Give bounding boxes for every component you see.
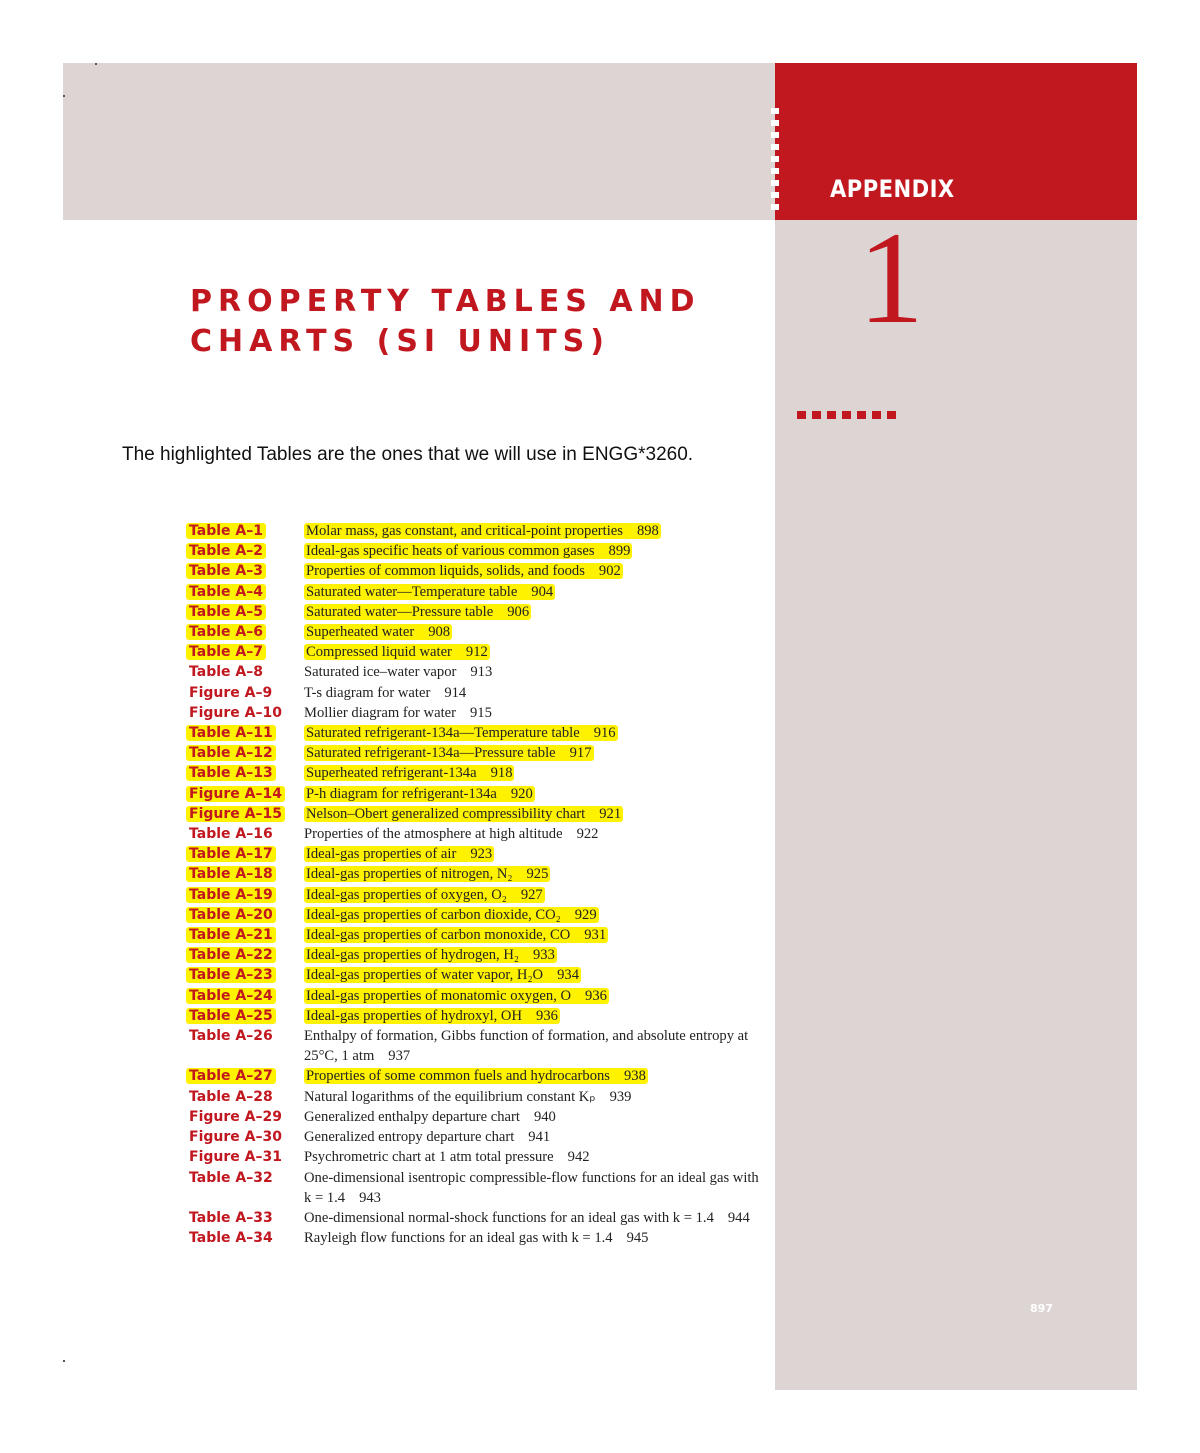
contents-entry xyxy=(186,1147,759,1167)
entry-label: Table A–16 xyxy=(189,826,273,843)
entry-label: Table A–6 xyxy=(186,624,266,640)
entry-description: Ideal-gas properties of carbon monoxide, CO xyxy=(306,927,571,944)
entry-page: 925 xyxy=(526,866,549,883)
entry-label: Figure A–29 xyxy=(189,1108,282,1125)
entry-description: Mollier diagram for water xyxy=(304,704,456,721)
title-line-1: PROPERTY TABLES AND xyxy=(190,284,701,319)
header-band xyxy=(63,63,775,220)
entry-description: One-dimensional normal-shock functions for an ideal gas with k = 1.4 xyxy=(304,1209,714,1226)
entry-label: Table A–1 xyxy=(186,523,266,539)
crop-mark xyxy=(63,95,65,97)
entry-page: 941 xyxy=(528,1129,551,1146)
entry-description: Ideal-gas properties of hydroxyl, OH xyxy=(306,1007,523,1024)
contents-entry xyxy=(186,864,759,884)
entry-label: Figure A–10 xyxy=(189,704,282,721)
entry-label: Table A–2 xyxy=(186,543,266,559)
contents-entry xyxy=(186,561,759,581)
entry-label: Table A–7 xyxy=(186,644,266,660)
contents-entry xyxy=(186,844,759,864)
entry-description: Saturated refrigerant-134a—Pressure table xyxy=(306,745,556,762)
entry-page: 918 xyxy=(490,765,513,782)
entry-page: 929 xyxy=(574,906,597,923)
crop-mark xyxy=(63,1360,65,1362)
entry-label: Table A–27 xyxy=(186,1068,276,1084)
entry-label: Table A–18 xyxy=(186,866,276,882)
contents-entry xyxy=(186,743,759,763)
entry-label: Table A–20 xyxy=(186,907,276,923)
entry-page: 904 xyxy=(531,583,554,600)
entry-label: Table A–24 xyxy=(186,988,276,1004)
entry-page: 938 xyxy=(623,1068,646,1085)
entry-label: Table A–21 xyxy=(186,927,276,943)
entry-page: 906 xyxy=(507,603,530,620)
entry-page: 939 xyxy=(609,1088,632,1105)
page-number: 897 xyxy=(1030,1302,1053,1315)
entry-description: Properties of common liquids, solids, and foods xyxy=(306,563,585,580)
contents-entry xyxy=(186,683,759,703)
entry-label: Table A–33 xyxy=(189,1209,273,1226)
entry-page: 898 xyxy=(636,523,659,539)
entry-label: Table A–26 xyxy=(189,1028,273,1045)
entry-label: Table A–4 xyxy=(186,584,266,600)
entry-label: Table A–17 xyxy=(186,846,276,862)
entry-label: Figure A–15 xyxy=(186,806,285,822)
contents-entry xyxy=(186,642,759,662)
contents-entry xyxy=(186,723,759,743)
entry-label: Figure A–14 xyxy=(186,786,285,802)
entry-description: Ideal-gas specific heats of various common gases xyxy=(306,543,595,560)
entry-label: Table A–19 xyxy=(186,887,276,903)
contents-entry xyxy=(186,986,759,1006)
entry-label: Table A–32 xyxy=(189,1169,273,1186)
contents-entry xyxy=(186,1208,759,1228)
contents-entry xyxy=(186,582,759,602)
entry-description: One-dimensional isentropic compressible-flow functions for an ideal gas with k = 1.4 xyxy=(304,1169,759,1206)
title-line-2: CHARTS (SI UNITS) xyxy=(190,324,610,359)
entry-page: 921 xyxy=(599,805,622,822)
entry-label: Table A–12 xyxy=(186,745,276,761)
entry-label: Figure A–31 xyxy=(189,1149,282,1166)
contents-entry xyxy=(186,1006,759,1026)
entry-description: Enthalpy of formation, Gibbs function of formation, and absolute entropy at 25°C, 1 atm xyxy=(304,1028,749,1065)
entry-page: 917 xyxy=(569,745,592,762)
contents-entry xyxy=(186,1127,759,1147)
side-column xyxy=(775,220,1137,1390)
entry-description: Nelson–Obert generalized compressibility chart xyxy=(306,805,586,822)
entry-page: 912 xyxy=(465,644,488,661)
entry-page: 920 xyxy=(510,785,533,802)
entry-description: Saturated ice–water vapor xyxy=(304,664,457,681)
contents-entry xyxy=(186,905,759,925)
entry-description: Saturated water—Temperature table xyxy=(306,583,518,600)
contents-entry xyxy=(186,1026,759,1066)
entry-page: 937 xyxy=(388,1048,411,1065)
entry-description: Ideal-gas properties of water vapor, H₂O xyxy=(306,967,544,984)
contents-entry xyxy=(186,622,759,642)
entry-label: Table A–13 xyxy=(186,765,276,781)
entry-page: 923 xyxy=(470,846,493,863)
entry-description: Natural logarithms of the equilibrium constant Kₚ xyxy=(304,1088,596,1105)
entry-description: Rayleigh flow functions for an ideal gas with k = 1.4 xyxy=(304,1230,613,1247)
entry-page: 934 xyxy=(557,967,579,984)
contents-entry xyxy=(186,925,759,945)
contents-entry xyxy=(186,1228,759,1248)
entry-description: Ideal-gas properties of oxygen, O₂ xyxy=(306,886,507,903)
entry-page: 933 xyxy=(532,947,555,964)
entry-description: Generalized entropy departure chart xyxy=(304,1129,515,1146)
entry-label: Table A–23 xyxy=(186,967,276,983)
entry-page: 922 xyxy=(576,826,599,843)
entry-page: 940 xyxy=(533,1108,556,1125)
contents-entry xyxy=(186,804,759,824)
entry-page: 945 xyxy=(626,1230,649,1247)
entry-description: Ideal-gas properties of carbon dioxide, CO₂ xyxy=(306,906,561,923)
entry-page: 927 xyxy=(520,886,543,903)
entry-description: Properties of some common fuels and hydrocarbons xyxy=(306,1068,610,1085)
entry-page: 943 xyxy=(359,1189,381,1206)
entry-label: Table A–11 xyxy=(186,725,276,741)
entry-page: 914 xyxy=(444,684,467,701)
entry-page: 936 xyxy=(585,987,607,1004)
entry-description: Properties of the atmosphere at high altitude xyxy=(304,826,563,843)
entry-page: 913 xyxy=(470,664,493,681)
crop-mark xyxy=(95,63,97,65)
contents-entry xyxy=(186,965,759,985)
contents-entry xyxy=(186,945,759,965)
contents-entry xyxy=(186,1107,759,1127)
contents-entry xyxy=(186,1087,759,1107)
contents-entry xyxy=(186,824,759,844)
entry-description: Psychrometric chart at 1 atm total pressure xyxy=(304,1149,554,1166)
entry-page: 942 xyxy=(567,1149,590,1166)
contents-entry xyxy=(186,885,759,905)
entry-page: 944 xyxy=(727,1209,750,1226)
contents-entry xyxy=(186,703,759,723)
entry-label: Table A–34 xyxy=(189,1230,273,1247)
entry-label: Table A–3 xyxy=(186,563,266,579)
contents-entry xyxy=(186,763,759,783)
entry-label: Table A–22 xyxy=(186,947,276,963)
entry-description: Molar mass, gas constant, and critical-point properties xyxy=(306,523,623,539)
entry-description: Ideal-gas properties of hydrogen, H₂ xyxy=(306,947,519,964)
contents-entry xyxy=(186,1066,759,1086)
entry-label: Table A–8 xyxy=(189,664,263,681)
contents-entry xyxy=(186,784,759,804)
appendix-number: 1 xyxy=(858,204,924,351)
entry-description: Saturated water—Pressure table xyxy=(306,603,494,620)
entry-label: Figure A–9 xyxy=(189,684,273,701)
page-title xyxy=(190,282,701,362)
entry-page: 902 xyxy=(598,563,621,580)
entry-page: 908 xyxy=(428,624,451,641)
entry-description: Generalized enthalpy departure chart xyxy=(304,1108,520,1125)
entry-description: Ideal-gas properties of monatomic oxygen, O xyxy=(306,987,572,1004)
entry-description: Compressed liquid water xyxy=(306,644,452,661)
contents-entry xyxy=(186,541,759,561)
dotted-rule xyxy=(797,411,901,419)
entry-page: 915 xyxy=(469,704,492,721)
entry-page: 899 xyxy=(608,543,631,560)
contents-entry xyxy=(186,602,759,622)
contents-entry xyxy=(186,1168,759,1208)
entry-description: Ideal-gas properties of nitrogen, N₂ xyxy=(306,866,513,883)
entry-label: Table A–25 xyxy=(186,1008,276,1024)
entry-page: 936 xyxy=(536,1007,558,1024)
contents-list xyxy=(186,521,759,1248)
appendix-label: APPENDIX xyxy=(830,175,955,203)
entry-description: Ideal-gas properties of air xyxy=(306,846,457,863)
entry-description: Superheated water xyxy=(306,624,415,641)
highlight-note: The highlighted Tables are the ones that we will use in ENGG*3260. xyxy=(122,444,694,465)
entry-description: T-s diagram for water xyxy=(304,684,431,701)
perforation-edge xyxy=(771,108,779,214)
entry-label: Table A–28 xyxy=(189,1088,273,1105)
entry-description: P-h diagram for refrigerant-134a xyxy=(306,785,497,802)
entry-page: 931 xyxy=(584,927,607,944)
contents-entry xyxy=(186,521,759,541)
entry-label: Table A–5 xyxy=(186,604,266,620)
contents-entry xyxy=(186,662,759,682)
entry-description: Saturated refrigerant-134a—Temperature table xyxy=(306,725,580,742)
entry-description: Superheated refrigerant-134a xyxy=(306,765,477,782)
entry-page: 916 xyxy=(593,725,616,742)
entry-label: Figure A–30 xyxy=(189,1129,282,1146)
